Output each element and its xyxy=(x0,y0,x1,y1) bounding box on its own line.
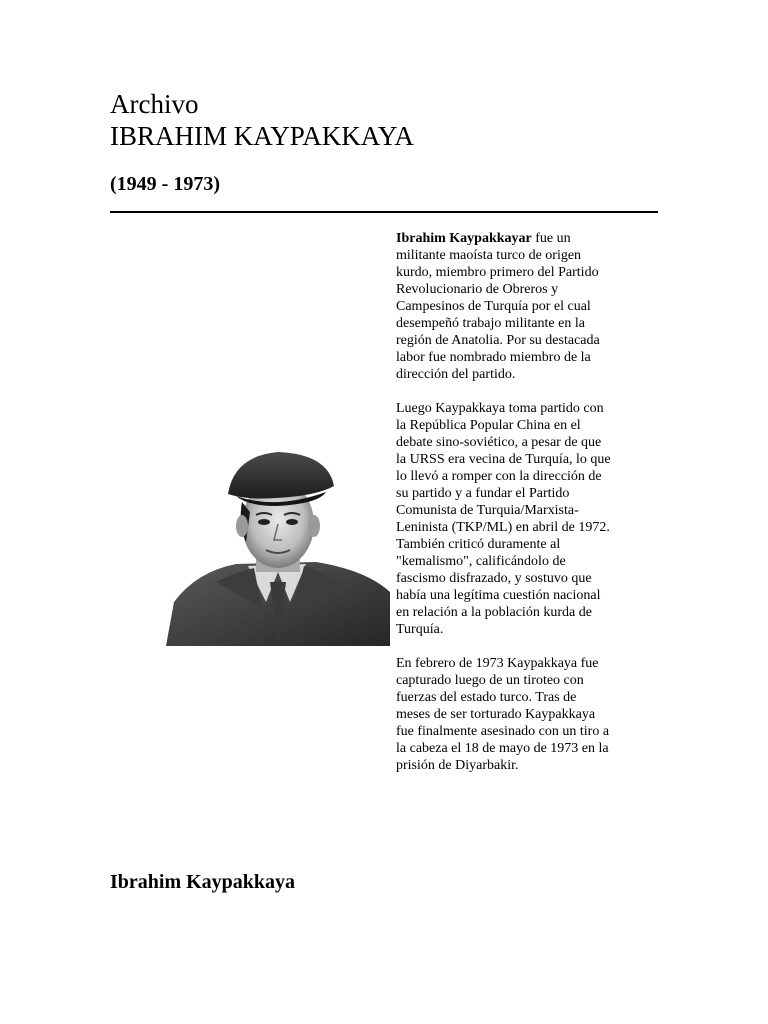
section-heading: Ibrahim Kaypakkaya xyxy=(110,871,296,893)
biography-text xyxy=(396,230,612,791)
page-title-name: IBRAHIM KAYPAKKAYA xyxy=(110,121,414,151)
page-title-archive: Archivo xyxy=(110,89,199,119)
life-dates: (1949 - 1973) xyxy=(110,173,220,195)
bio-paragraph: Luego Kaypakkaya toma partido con la República Popular China en el debate sino-soviético, a pesar de que la URSS era vecina de Turquía, lo que lo llevó a romper con la dirección de su partido y a fundar el Partido Comunista de Turquia/Marxista-Leninista (TKP/ML) en abril de 1972. También criticó duramente al "kemalismo", calificándolo de fascismo disfrazado, y sostuvo que había una legítima cuestión nacional en relación a la población kurda de Turquía. xyxy=(396,401,611,637)
portrait-photo xyxy=(166,432,390,646)
bio-paragraph xyxy=(396,230,612,383)
bio-subject-name: Ibrahim Kaypakkayar xyxy=(396,231,532,246)
bio-paragraph-text: fue un militante maoísta turco de origen kurdo, miembro primero del Partido Revolucionario de Obreros y Campesinos de Turquía por el cual desempeñó trabajo militante en la región de Anatolia. Por su destacada labor fue nombrado miembro de la dirección del partido. xyxy=(396,231,600,382)
header-divider xyxy=(110,211,658,213)
bio-paragraph: En febrero de 1973 Kaypakkaya fue capturado luego de un tiroteo con fuerzas del estado turco. Tras de meses de ser torturado Kaypakkaya fue finalmente asesinado con un tiro a la cabeza el 18 de mayo de 1973 en la prisión de Diyarbakir. xyxy=(396,656,610,773)
